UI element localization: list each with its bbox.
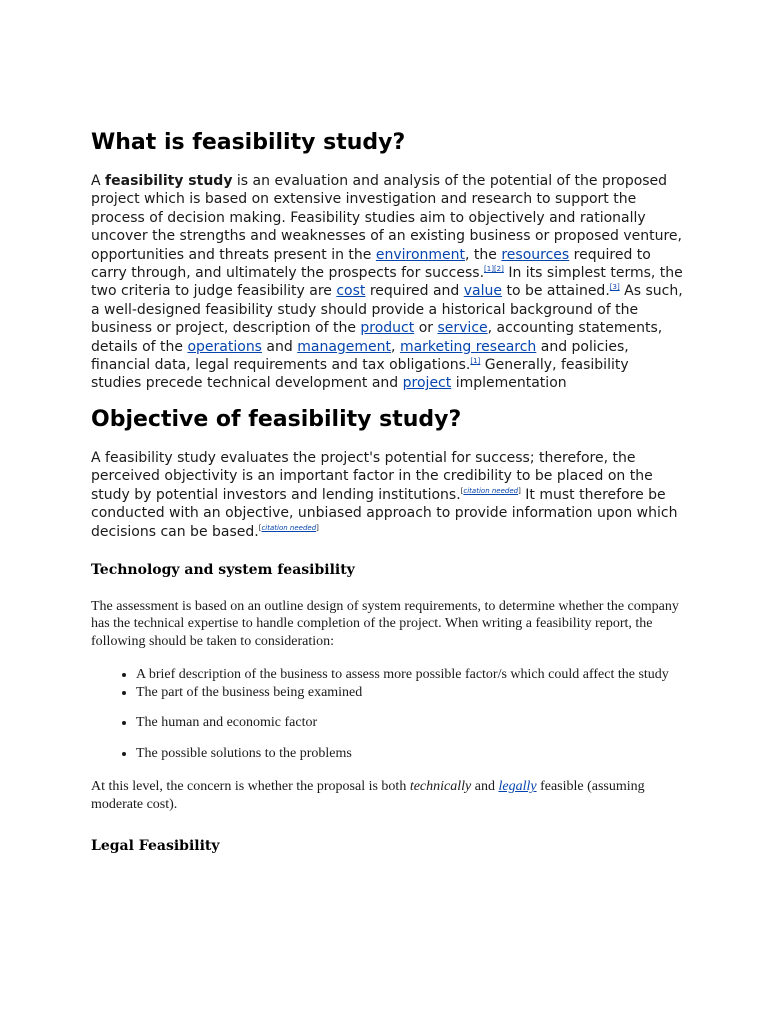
text-run: or (414, 320, 438, 337)
citation-needed-marker (461, 487, 521, 495)
bracket: [ (258, 523, 262, 532)
list-item: • The possible solutions to the problems (136, 745, 683, 763)
link-service[interactable]: service (437, 320, 488, 337)
list-item: • The part of the business being examined (136, 684, 683, 702)
link-resources[interactable]: resources (501, 246, 570, 263)
list-item: • The human and economic factor (136, 714, 683, 732)
link-value[interactable]: value (463, 283, 503, 300)
objective-paragraph (91, 449, 683, 541)
text-run: required and (365, 283, 464, 300)
link-product[interactable]: product (360, 320, 415, 337)
reference-link-2[interactable]: [2] (493, 265, 504, 274)
subheading-technology-feasibility: Technology and system feasibility (91, 561, 355, 578)
link-operations[interactable]: operations (187, 338, 262, 355)
subheading-legal-feasibility: Legal Feasibility (91, 838, 220, 855)
reference-link-1b[interactable]: [1] (470, 357, 481, 366)
conclusion-paragraph (91, 778, 683, 813)
article-body (91, 128, 683, 855)
text-run: At this level, the concern is whether the proposal is both (91, 779, 410, 795)
text-run: required to carry through, and ultimately the prospects for success. (91, 246, 651, 282)
text-run: feasible (assuming moderate cost). (91, 779, 645, 812)
text-run: In its simplest terms, the two criteria to judge feasibility are (91, 265, 683, 300)
link-cost[interactable]: cost (336, 283, 366, 300)
text-run: , the (465, 246, 502, 263)
page-title: What is feasibility study? (91, 130, 406, 155)
text-run: Generally, feasibility studies precede technical development and (91, 357, 629, 392)
section-heading-objective: Objective of feasibility study? (91, 406, 462, 432)
text-run: A feasibility study evaluates the project's potential for success; therefore, the perceived objectivity is an important factor in the credibility to be placed on the study by potential investors and lending institutions. (91, 449, 653, 503)
technology-paragraph: The assessment is based on an outline design of system requirements, to determine whether the company has the technical expertise to handle completion of the project. When writing a feasibility report, the following should be taken to consideration: (91, 598, 679, 649)
text-run: It must therefore be conducted with an objective, unbiased approach to provide information upon which decisions can be based. (91, 486, 678, 540)
text-run: , accounting statements, details of the (91, 320, 663, 355)
text-run: and (471, 779, 499, 795)
citation-needed-link[interactable]: citation needed (463, 486, 519, 495)
reference-marker (610, 283, 620, 291)
text-run: As such, a well-designed feasibility study should provide a historical background of the business or project, description of the (91, 283, 683, 337)
text-run: is an evaluation and analysis of the potential of the proposed project which is based on extensive investigation and research to support the process of decision making. Feasibility studies aim to objectively and rationally uncover the strengths and weaknesses of an existing business or proposed venture, opportunities and threats present in the (91, 173, 682, 263)
citation-needed-marker (259, 524, 319, 532)
intro-paragraph (91, 172, 683, 393)
text-run: and (261, 338, 298, 355)
reference-link-3[interactable]: [3] (609, 283, 620, 292)
text-run: , (391, 338, 400, 355)
link-legally[interactable]: legally (498, 779, 537, 795)
considerations-list (91, 666, 683, 762)
link-management[interactable]: management (297, 338, 392, 355)
text-run: and policies, financial data, legal requirements and tax obligations. (91, 338, 629, 374)
bold-term: feasibility study (105, 173, 233, 189)
bracket: ] (518, 486, 521, 495)
citation-needed-link[interactable]: citation needed (261, 523, 317, 532)
list-item: • A brief description of the business to assess more possible factor/s which could affect the study (136, 666, 683, 684)
italic-term: technically (409, 779, 472, 795)
reference-marker (484, 265, 504, 273)
bracket: [ (460, 486, 464, 495)
text-run: to be attained. (502, 283, 610, 300)
bracket: ] (316, 523, 319, 532)
text-run: A (91, 173, 106, 189)
reference-marker (470, 357, 480, 365)
link-environment[interactable]: environment (375, 246, 466, 263)
link-marketing-research[interactable]: marketing research (399, 338, 537, 355)
link-project[interactable]: project (402, 375, 452, 392)
reference-link-1[interactable]: [1] (484, 265, 494, 274)
text-run: implementation (451, 375, 567, 392)
